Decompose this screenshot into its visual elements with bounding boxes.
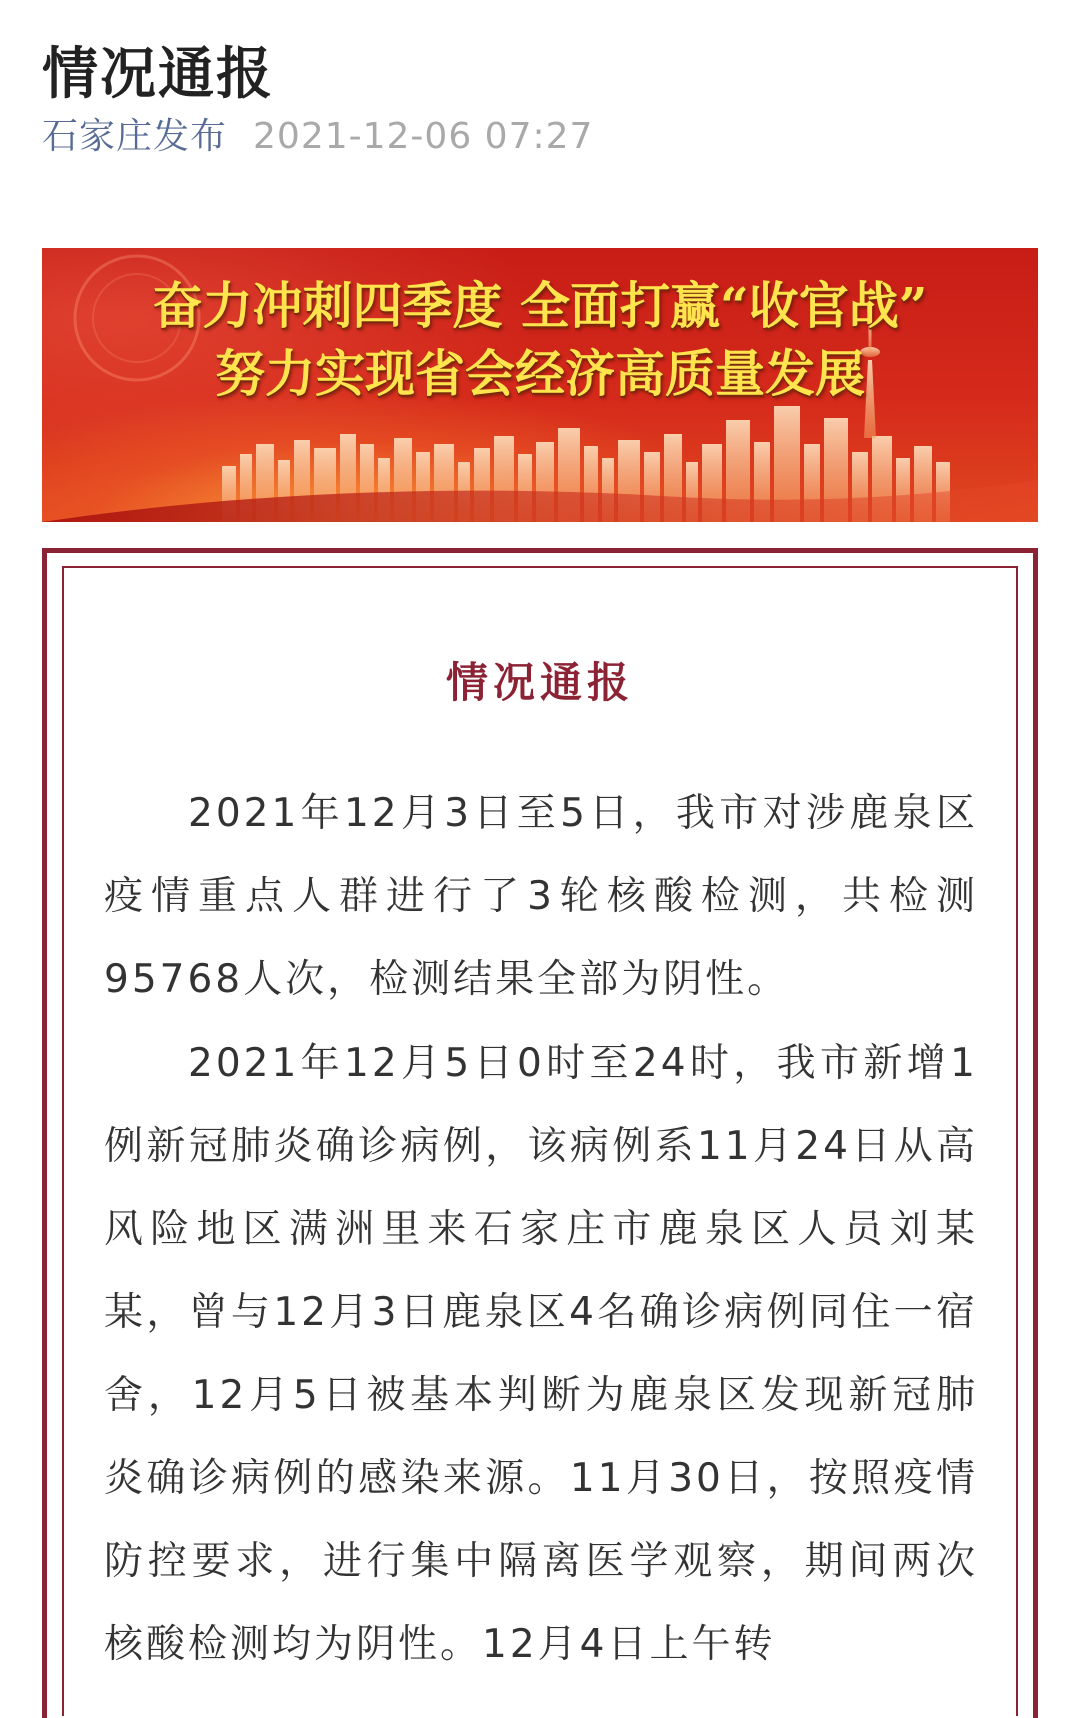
- publish-time: 2021-12-06 07:27: [253, 116, 594, 157]
- account-name-link[interactable]: 石家庄发布: [42, 116, 228, 157]
- article-title: 情况通报: [42, 41, 274, 107]
- notice-paragraph: 2021年12月3日至5日，我市对涉鹿泉区疫情重点人群进行了3轮核酸检测，共检测95768人次，检测结果全部为阴性。: [104, 791, 978, 1002]
- banner-image: [42, 248, 1038, 522]
- article-meta: [42, 112, 593, 162]
- notice-heading: 情况通报: [445, 657, 634, 707]
- banner-slogan-line-2: 努力实现省会经济高质量发展: [215, 344, 865, 403]
- banner-slogan-line-1: 奋力冲刺四季度 全面打赢“收官战”: [152, 276, 928, 335]
- notice-paragraph: 2021年12月5日0时至24时，我市新增1例新冠肺炎确诊病例，该病例系11月24日从高风险地区满洲里来石家庄市鹿泉区人员刘某某，曾与12月3日鹿泉区4名确诊病例同住一宿舍，12月5日被基本判断为鹿泉区发现新冠肺炎确诊病例的感染来源。11月30日，按照疫情防控要求，进行集中隔离医学观察，期间两次核酸检测均为阴性。12月4日上午转: [104, 1041, 978, 1667]
